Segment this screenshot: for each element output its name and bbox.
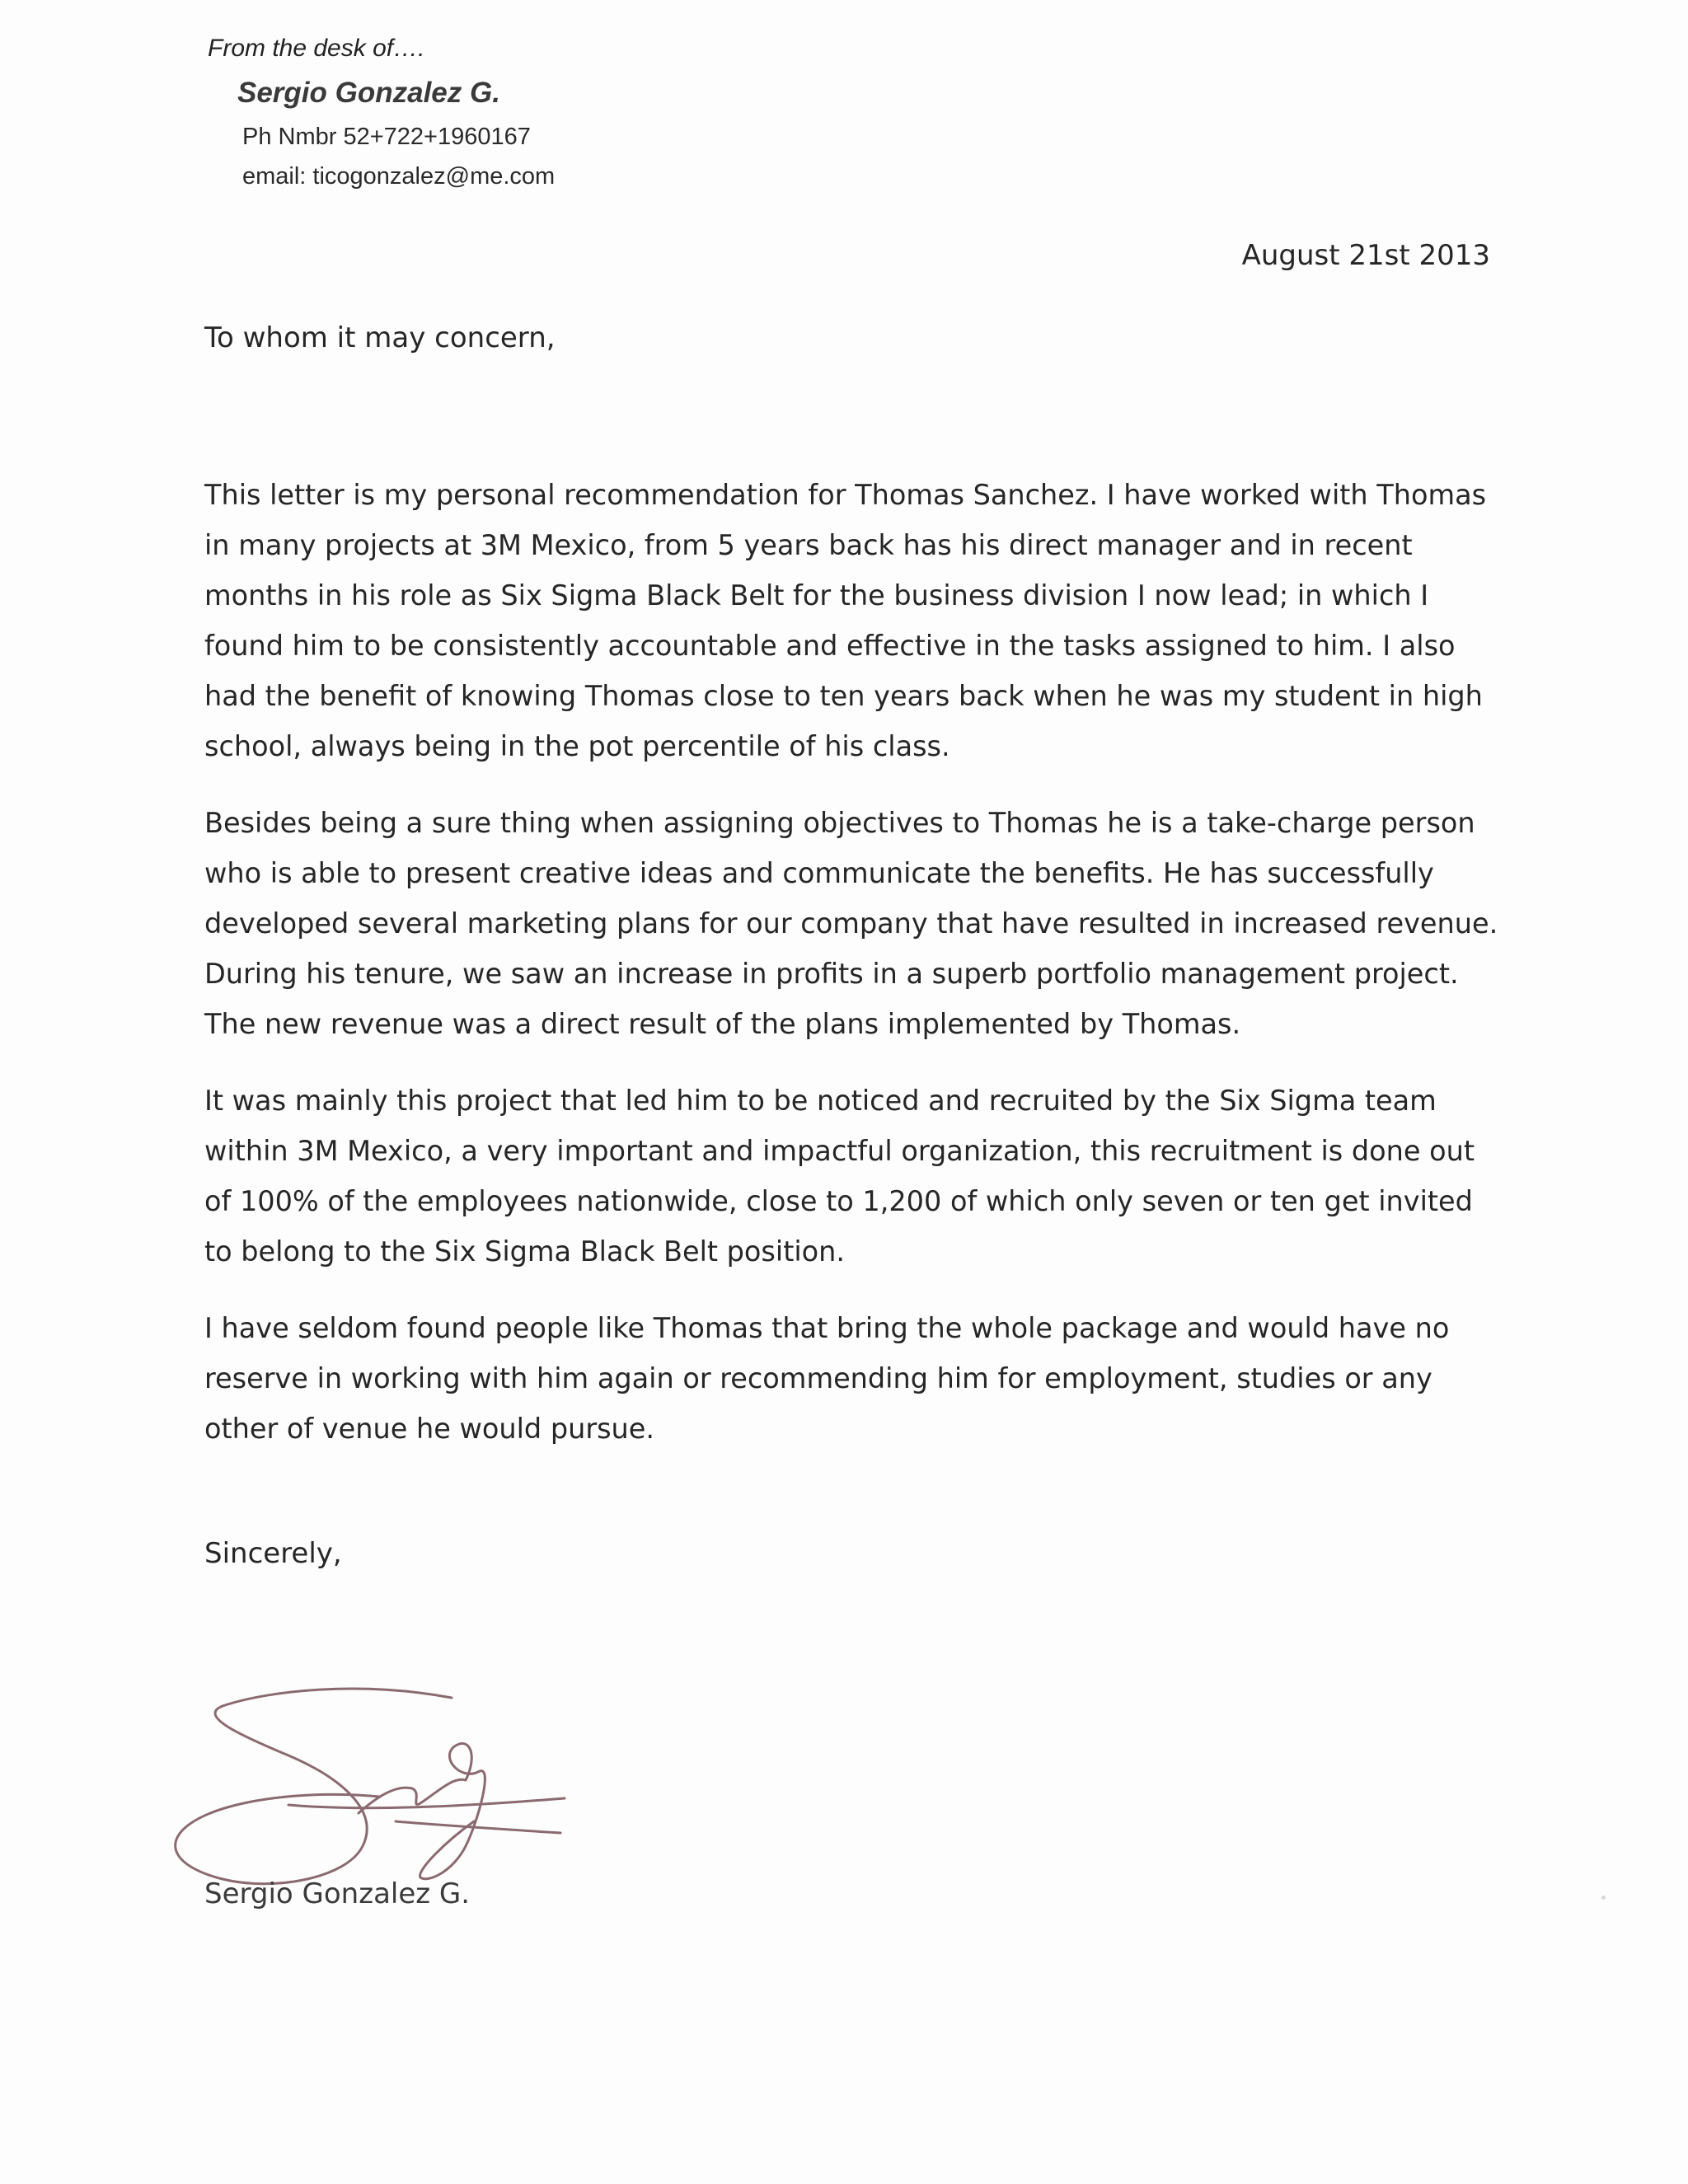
email-address: email: ticogonzalez@me.com [242, 163, 556, 190]
letterhead [208, 28, 555, 196]
signer-name: Sergio Gonzalez G. [204, 1877, 471, 1910]
closing: Sincerely, [204, 1537, 342, 1570]
paragraph-3: It was mainly this project that led him to be noticed and recruited by the Six Sigma team within 3M Mexico, a very important and impactful organization, this recruitment is done out of 100% of the employees nationwide, close to 1,200 of which only seven or ten get invited to belong to the Six Sigma Black Belt position. [204, 1085, 1475, 1268]
letter-body [204, 470, 1498, 1480]
scan-speck [1601, 1896, 1606, 1900]
sender-name: Sergio Gonzalez G. [237, 77, 500, 109]
phone-number: Ph Nmbr 52+722+1960167 [242, 124, 531, 150]
salutation: To whom it may concern, [204, 321, 556, 354]
letter-date: August 21st 2013 [1241, 239, 1490, 272]
paragraph-2: Besides being a sure thing when assigning objectives to Thomas he is a take-charge person who is able to present creative ideas and communicate the benefits. He has successfully developed several marketing plans for our company that have resulted in increased revenue. During his tenure, we saw an increase in profits in a superb portfolio management project. The new revenue was a direct result of the plans implemented by Thomas. [204, 807, 1498, 1040]
paragraph-1: This letter is my personal recommendation for Thomas Sanchez. I have worked with Thomas in many projects at 3M Mexico, from 5 years back has his direct manager and in recent months in his role as Six Sigma Black Belt for the business division I now lead; in which I found him to be consistently accountable and effective in the tasks assigned to him. I also had the benefit of knowing Thomas close to ten years back when he was my student in high school, always being in the pot percentile of his class. [204, 479, 1487, 762]
handwritten-signature [148, 1657, 593, 1904]
from-desk-line: From the desk of…. [208, 35, 425, 62]
paragraph-4: I have seldom found people like Thomas that bring the whole package and would have no reserve in working with him again or recommending him for employment, studies or any other of venue he would pursue. [204, 1312, 1450, 1445]
